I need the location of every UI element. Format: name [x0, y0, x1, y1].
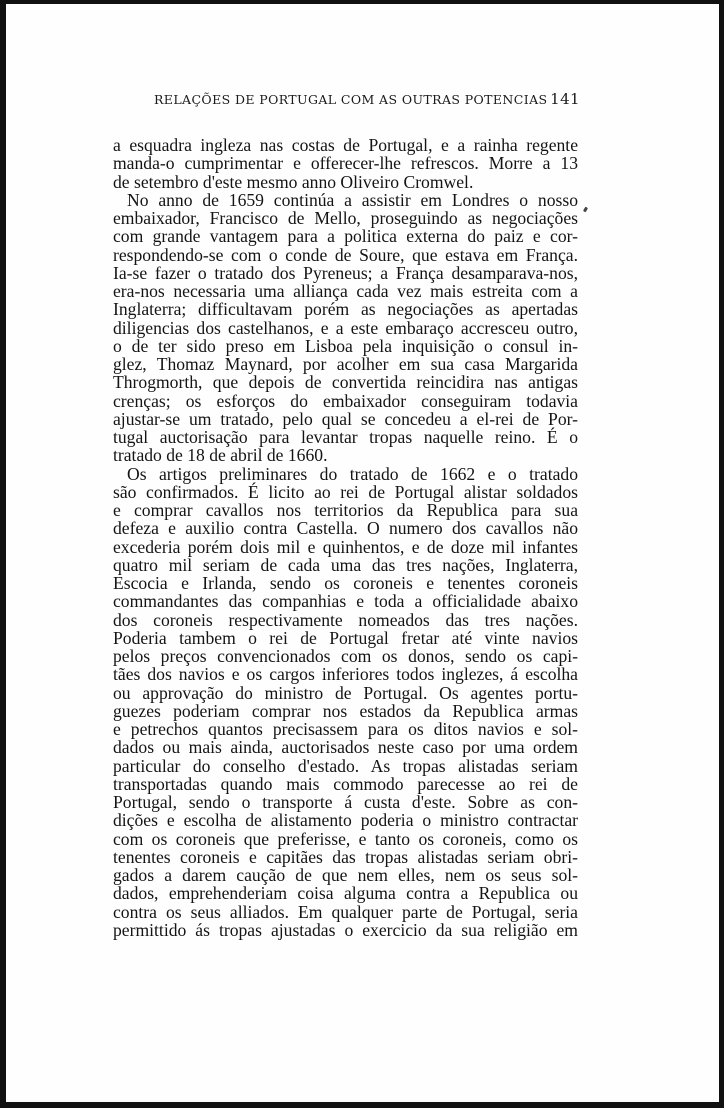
page-number: 141 [550, 90, 580, 108]
text-line: de setembro d'este mesmo anno Oliveiro Cromwel. [113, 171, 474, 192]
text-line: Portugal, sendo o transporte á custa d'este. Sobre as con- [113, 792, 578, 812]
text-line: Poderia tambem o rei de Portugal fretar até vinte navios [113, 627, 578, 648]
text-line: dados ou mais ainda, auctorisados neste caso por uma ordem [113, 737, 578, 758]
text-line: commandantes das companhias e toda a officialidade abaixo [113, 591, 578, 612]
text-line: manda-o cumprimentar e offerecer-lhe refrescos. Morre a 13 [113, 153, 578, 174]
body-text [113, 136, 578, 939]
text-line: dados, emprehenderiam coisa alguma contra a Republica ou [113, 883, 578, 904]
running-head: RELAÇÕES DE PORTUGAL COM AS OUTRAS POTENCIAS [154, 92, 548, 107]
text-line: tenentes coroneis e capitães das tropas alistadas seriam obri- [113, 846, 578, 867]
text-line: dos coroneis respectivamente nomeados das tres nações. [113, 609, 578, 630]
text-line: Inglaterra; difficultavam porém as negociações as apertadas [113, 299, 578, 320]
text-line: e petrechos quantos precisassem para os ditos navios e sol- [113, 719, 578, 739]
text-line: respondendo-se com o conde de Soure, que estava em França. [113, 244, 578, 265]
text-line: tratado de 18 de abril de 1660. [113, 445, 328, 466]
text-line: dições e escolha de alistamento poderia o ministro contractar [113, 810, 578, 831]
text-line: ou approvação do ministro de Portugal. Os agentes portu- [113, 682, 578, 703]
text-line: excederia porém dois mil e quinhentos, e de doze mil infantes [113, 536, 578, 557]
text-line: quatro mil seriam de cada uma das tres nações, Inglaterra, [113, 554, 578, 575]
text-line: tugal auctorisação para levantar tropas naquelle reino. É o [113, 427, 578, 447]
text-line: glez, Thomaz Maynard, por acolher em sua casa Margarida [113, 354, 578, 374]
ink-speck [583, 207, 588, 213]
text-line: particular do conselho d'estado. As tropas alistadas seriam [113, 755, 578, 776]
text-line: permittido ás tropas ajustadas o exercicio da sua religião em [113, 919, 578, 940]
text-line: Throgmorth, que depois de convertida reincidira nas antigas [113, 372, 578, 393]
text-line: gados a darem caução de que nem elles, nem os seus sol- [113, 865, 578, 885]
text-line: contra os seus alliados. Em qualquer parte de Portugal, seria [113, 901, 578, 922]
text-line: com grande vantagem para a politica externa do paiz e cor- [113, 226, 578, 247]
text-line: crenças; os esforços do embaixador conseguiram todavia [113, 390, 578, 411]
text-line: ajustar-se um tratado, pelo qual se concedeu a el-rei de Por- [113, 408, 578, 429]
text-line: Escocia e Irlanda, sendo os coroneis e tenentes coroneis [113, 573, 578, 593]
text-line: Os artigos preliminares do tratado de 1662 e o tratado [127, 463, 578, 484]
text-line: com os coroneis que preferisse, e tanto os coroneis, como os [113, 828, 578, 849]
text-line: defeza e auxilio contra Castella. O numero dos cavallos não [113, 518, 578, 539]
text-line: guezes poderiam comprar nos estados da Republica armas [113, 700, 578, 721]
text-line: transportadas quando mais commodo parecesse ao rei de [113, 773, 578, 794]
text-line: No anno de 1659 continúa a assistir em Londres o nosso [127, 189, 578, 210]
text-line: embaixador, Francisco de Mello, proseguindo as negociações [113, 208, 578, 228]
text-line: o de ter sido preso em Lisboa pela inquisição o consul in- [113, 335, 578, 356]
text-line: pelos preços convencionados com os donos, sendo os capi- [113, 646, 578, 666]
text-line: tães dos navios e os cargos inferiores todos inglezes, á escolha [113, 664, 578, 685]
text-line: era-nos necessaria uma alliança cada vez mais estreita com a [113, 281, 578, 301]
text-line: e comprar cavallos nos territorios da Republica para sua [113, 500, 578, 520]
text-line: são confirmados. É licito ao rei de Portugal alistar soldados [113, 481, 578, 502]
text-line: a esquadra ingleza nas costas de Portugal, e a rainha regente [113, 135, 578, 155]
text-line: diligencias dos castelhanos, e a este embaraço accresceu outro, [113, 317, 578, 338]
text-line: Ia-se fazer o tratado dos Pyreneus; a França desamparava-nos, [113, 262, 578, 283]
